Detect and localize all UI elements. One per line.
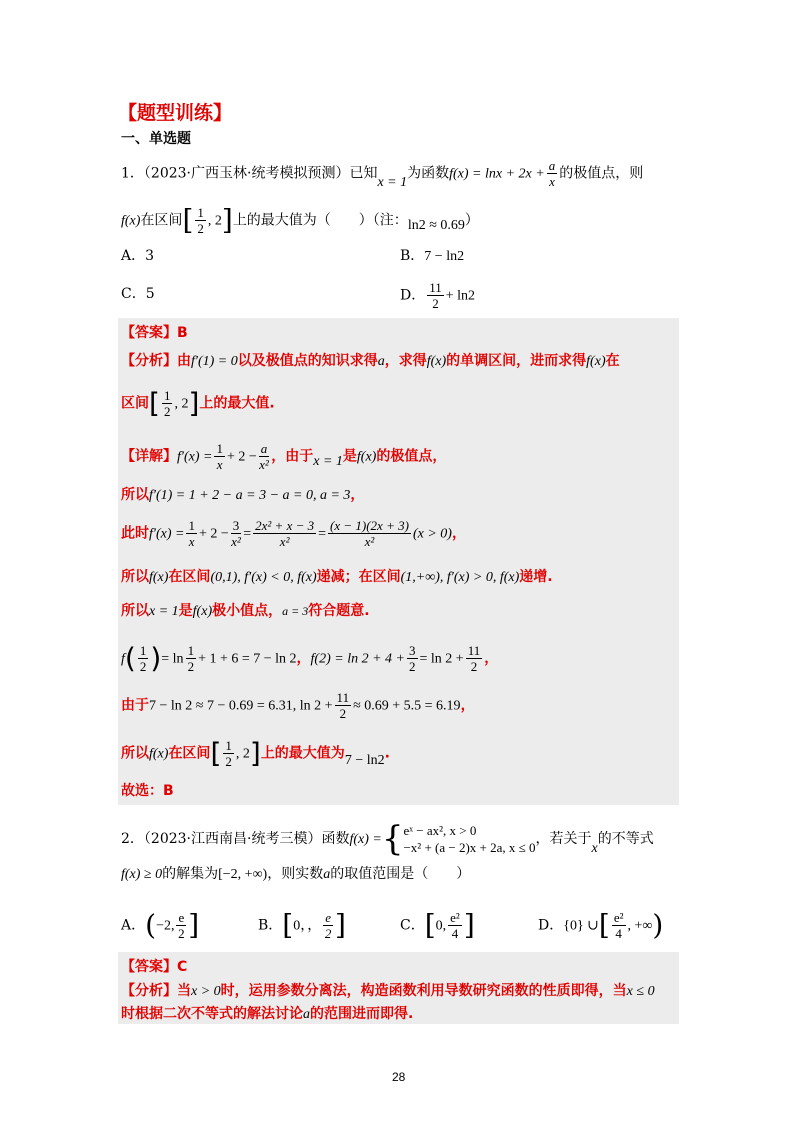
section-title: 【题型训练】 bbox=[118, 102, 233, 124]
q1-note: ln2 ≈ 0.69 bbox=[407, 217, 465, 233]
q1-interval-frac: $\frac{1}{2}$ bbox=[197, 205, 204, 236]
q1-line2-c: 上的最大值为（ ）（注： bbox=[232, 212, 408, 229]
q2-option-c: C．[0, $\frac{\text{e²}}{4}$ ] bbox=[400, 908, 475, 942]
q1-note-end: ） bbox=[464, 212, 479, 229]
q1-step-b: 此时f′(x) = $\frac{1}{x}$ + 2 − $\frac{3}{\text{x²}}$ = $\frac{\text{2x² + x − 3}}{\text{x²}}$ = $\frac{(x - 1)(2x + 3)}{\text{x²}}$ (x > 0)， bbox=[121, 518, 466, 549]
q1-step-f: 由于7 − ln 2 ≈ 7 − 0.69 = 6.31, ln 2 + $\frac{11}{2}$ ≈ 0.69 + 5.5 = 6.19， bbox=[121, 690, 475, 721]
q1-option-a: A．3 bbox=[121, 248, 155, 264]
q1-condition: x = 1 bbox=[377, 174, 408, 190]
q1-step-d: 所以x = 1是f(x)极小值点，a = 3符合题意. bbox=[121, 603, 370, 619]
q1-stem-a: 为函数 bbox=[407, 165, 450, 182]
q2-option-b: B．[0，， $\frac{e}{2}$ ] bbox=[258, 908, 346, 942]
q1-stem-line1 bbox=[121, 158, 643, 189]
q1-analysis-line2: 区间[ $\frac{1}{2}$ , 2]上的最大值. bbox=[121, 386, 275, 420]
q1-option-c: C．5 bbox=[121, 286, 155, 302]
q2-stem-line2: f(x) ≥ 0的解集为[−2, +∞)，则实数a的取值范围是（ ） bbox=[121, 866, 471, 882]
q1-option-d: D． $\frac{11}{2}$ + ln2 bbox=[400, 280, 476, 311]
q1-interval-end: , 2 bbox=[207, 213, 222, 229]
q1-choice: 故选：B bbox=[121, 783, 174, 799]
q1-stem-b: 的极值点，则 bbox=[559, 165, 644, 182]
q1-function: f(x) = lnx + 2x + bbox=[449, 166, 545, 182]
q1-stem-line2: f(x)在区间[ $\frac{1}{2}$ , 2]上的最大值为（ ）（注：ln2 ≈ 0.69） bbox=[121, 203, 479, 237]
q2-stem-line1: 2．（2023·江西南昌·统考三模）函数f(x) ={ eˣ − ax², x > 0 −x² + (a − 2)x + 2a, x ≤ 0 ，若关于x的不等式 bbox=[121, 819, 654, 859]
q1-analysis-line1: 【分析】由f′(1) = 0以及极值点的知识求得a，求得f(x)的单调区间，进而求得f(x)在 bbox=[121, 353, 620, 369]
q2-analysis-line1: 【分析】当x > 0时，运用参数分离法，构造函数利用导数研究函数的性质即得，当x ≤ 0 bbox=[121, 983, 655, 999]
q1-step-c: 所以f(x)在区间(0,1), f′(x) < 0, f(x)递减；在区间(1,+∞), f′(x) > 0, f(x)递增. bbox=[121, 569, 553, 585]
q2-option-a: A．(−2, $\frac{e}{2}$ ] bbox=[121, 908, 200, 942]
q1-step-e: f( $\frac{1}{2}$ )= ln $\frac{1}{2}$ + 1 + 6 = 7 − ln 2，f(2) = ln 2 + 4 + $\frac{3}{2}$ = ln 2 + $\frac{11}{2}$ ， bbox=[121, 641, 499, 675]
q1-frac: $\frac{a}{x}$ bbox=[548, 158, 556, 189]
q1-step-g: 所以f(x)在区间[ $\frac{1}{2}$ , 2]上的最大值为7 − ln2. bbox=[121, 736, 390, 770]
q1-line2-b: 在区间 bbox=[140, 212, 183, 229]
q1-option-b: B．7 − ln2 bbox=[400, 248, 465, 264]
q1-source: （2023·广西玉林·统考模拟预测）已知 bbox=[143, 165, 378, 182]
page-number: 28 bbox=[392, 1070, 406, 1084]
q1-detail-line: 【详解】f′(x) = $\frac{1}{x}$ + 2 − $\frac{a}{\text{x²}}$ ，由于x = 1是f(x)的极值点， bbox=[121, 441, 447, 472]
q2-analysis-line2: 时根据二次不等式的解法讨论a的范围进而即得. bbox=[121, 1006, 414, 1022]
q1-fx: f(x) bbox=[121, 213, 141, 229]
q1-answer: 【答案】B bbox=[121, 325, 188, 341]
subsection-title: 一、单选题 bbox=[121, 131, 191, 147]
q1-step-a: 所以f′(1) = 1 + 2 − a = 3 − a = 0, a = 3， bbox=[121, 487, 365, 503]
q2-answer: 【答案】C bbox=[121, 959, 188, 975]
q1-number: 1． bbox=[121, 165, 144, 182]
q2-option-d: D．{0} ∪[ $\frac{\text{e²}}{4}$ , +∞) bbox=[538, 908, 664, 942]
